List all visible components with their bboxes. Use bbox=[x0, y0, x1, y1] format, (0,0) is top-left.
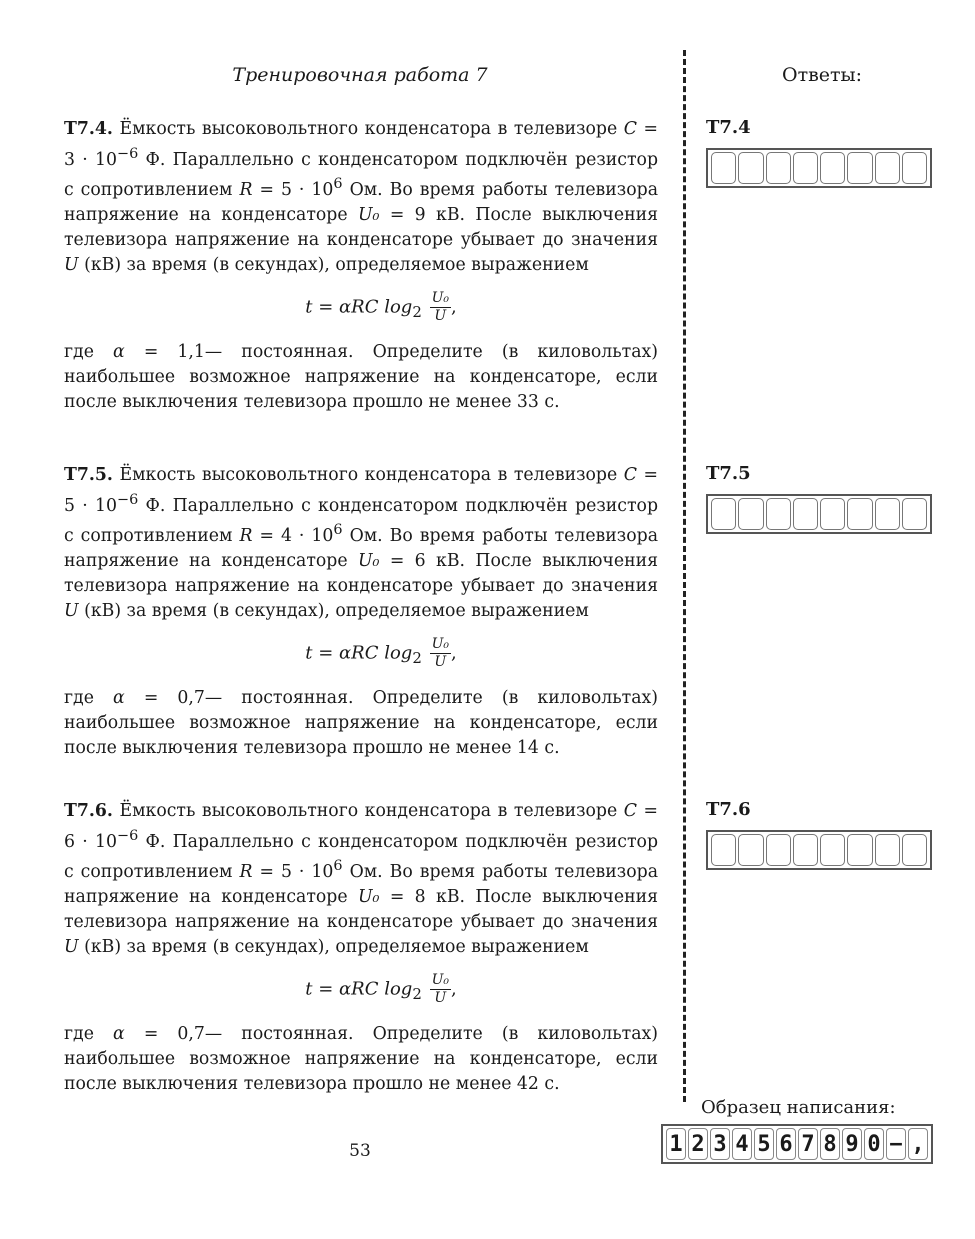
sample-char: 8 bbox=[820, 1128, 840, 1160]
problem-question: где α = 0,7— постоянная. Определите (в киловольтах) наибольшее возможное напряжение на конденсаторе, если после выключения телевизора прошло не менее 42 с. bbox=[64, 1024, 659, 1094]
answer-cell[interactable] bbox=[820, 498, 845, 530]
answer-cell[interactable] bbox=[711, 152, 736, 184]
answer-label-t7-4: Т7.4 bbox=[706, 117, 751, 138]
answer-cell[interactable] bbox=[902, 498, 927, 530]
problem-statement: Т7.5. Ёмкость высоковольтного конденсатора в телевизоре $C = 5 \cdot 10^{-6}$ Ф. Параллельно с конденсатором подключён резистор с сопротивлением $R = 4 \cdot 10^6$ Ом. Во время работы телевизора напряжение на конденсаторе U₀ = 6 кВ. После выключения телевизора напряжение на конденсаторе убывает до значения U (кВ) за время (в секундах), определяемое выражением bbox=[64, 465, 659, 621]
decay-formula: t = αRC $\log_2$ $\frac{\text{U₀}}{U}$ , bbox=[305, 290, 457, 325]
decay-formula: t = αRC $\log_2$ $\frac{\text{U₀}}{U}$ , bbox=[305, 972, 457, 1007]
answer-cell[interactable] bbox=[793, 498, 818, 530]
writing-sample-row bbox=[661, 1124, 933, 1164]
answers-column-title: Ответы: bbox=[782, 64, 863, 86]
answer-cell[interactable] bbox=[875, 498, 900, 530]
sample-char: 6 bbox=[776, 1128, 796, 1160]
sample-char: 4 bbox=[732, 1128, 752, 1160]
answer-label-t7-5: Т7.5 bbox=[706, 463, 751, 484]
answer-boxes-t7-5[interactable] bbox=[706, 494, 932, 534]
problem-question: где α = 0,7— постоянная. Определите (в киловольтах) наибольшее возможное напряжение на конденсаторе, если после выключения телевизора прошло не менее 14 с. bbox=[64, 688, 659, 758]
problem-statement: Т7.4. Ёмкость высоковольтного конденсатора в телевизоре $C = 3 \cdot 10^{-6}$ Ф. Параллельно с конденсатором подключён резистор с сопротивлением $R = 5 \cdot 10^6$ Ом. Во время работы телевизора напряжение на конденсаторе U₀ = 9 кВ. После выключения телевизора напряжение на конденсаторе убывает до значения U (кВ) за время (в секундах), определяемое выражением bbox=[64, 119, 659, 275]
answer-boxes-t7-4[interactable] bbox=[706, 148, 932, 188]
answer-cell[interactable] bbox=[820, 152, 845, 184]
page-number: 53 bbox=[349, 1141, 371, 1161]
formula-fraction: $\frac{\text{U₀}}{U}$ bbox=[431, 636, 450, 671]
answer-cell[interactable] bbox=[738, 152, 763, 184]
formula-fraction: $\frac{\text{U₀}}{U}$ bbox=[431, 290, 450, 325]
problem-t7-6 bbox=[64, 799, 658, 1097]
sample-char: 2 bbox=[688, 1128, 708, 1160]
problem-t7-5 bbox=[64, 463, 658, 761]
answer-cell[interactable] bbox=[902, 152, 927, 184]
answer-cell[interactable] bbox=[902, 834, 927, 866]
answer-cell[interactable] bbox=[766, 498, 791, 530]
answer-cell[interactable] bbox=[793, 834, 818, 866]
sample-char: , bbox=[908, 1128, 928, 1160]
problem-code: Т7.4. bbox=[64, 119, 113, 139]
answer-cell[interactable] bbox=[711, 498, 736, 530]
problem-code: Т7.6. bbox=[64, 801, 113, 821]
answer-cell[interactable] bbox=[820, 834, 845, 866]
answer-cell[interactable] bbox=[766, 834, 791, 866]
answer-label-t7-6: Т7.6 bbox=[706, 799, 751, 820]
sample-char: 5 bbox=[754, 1128, 774, 1160]
answer-cell[interactable] bbox=[847, 498, 872, 530]
sample-char: 3 bbox=[710, 1128, 730, 1160]
formula-fraction: $\frac{\text{U₀}}{U}$ bbox=[431, 972, 450, 1007]
answer-cell[interactable] bbox=[847, 834, 872, 866]
sample-char: 1 bbox=[666, 1128, 686, 1160]
answer-cell[interactable] bbox=[766, 152, 791, 184]
dashed-divider bbox=[683, 50, 686, 1102]
writing-sample-label: Образец написания: bbox=[701, 1097, 896, 1118]
problem-statement: Т7.6. Ёмкость высоковольтного конденсатора в телевизоре $C = 6 \cdot 10^{-6}$ Ф. Параллельно с конденсатором подключён резистор с сопротивлением $R = 5 \cdot 10^6$ Ом. Во время работы телевизора напряжение на конденсаторе U₀ = 8 кВ. После выключения телевизора напряжение на конденсаторе убывает до значения U (кВ) за время (в секундах), определяемое выражением bbox=[64, 801, 659, 957]
problem-question: где α = 1,1— постоянная. Определите (в киловольтах) наибольшее возможное напряжение на конденсаторе, если после выключения телевизора прошло не менее 33 с. bbox=[64, 342, 659, 412]
decay-formula: t = αRC $\log_2$ $\frac{\text{U₀}}{U}$ , bbox=[305, 636, 457, 671]
sample-char: − bbox=[886, 1128, 906, 1160]
answer-cell[interactable] bbox=[875, 834, 900, 866]
answer-cell[interactable] bbox=[793, 152, 818, 184]
problem-code: Т7.5. bbox=[64, 465, 113, 485]
sample-char: 9 bbox=[842, 1128, 862, 1160]
answer-boxes-t7-6[interactable] bbox=[706, 830, 932, 870]
answer-cell[interactable] bbox=[738, 834, 763, 866]
answer-cell[interactable] bbox=[738, 498, 763, 530]
sample-char: 7 bbox=[798, 1128, 818, 1160]
answer-cell[interactable] bbox=[847, 152, 872, 184]
answer-cell[interactable] bbox=[875, 152, 900, 184]
problem-t7-4 bbox=[64, 117, 658, 415]
answer-cell[interactable] bbox=[711, 834, 736, 866]
running-header: Тренировочная работа 7 bbox=[232, 64, 488, 86]
sample-char: 0 bbox=[864, 1128, 884, 1160]
